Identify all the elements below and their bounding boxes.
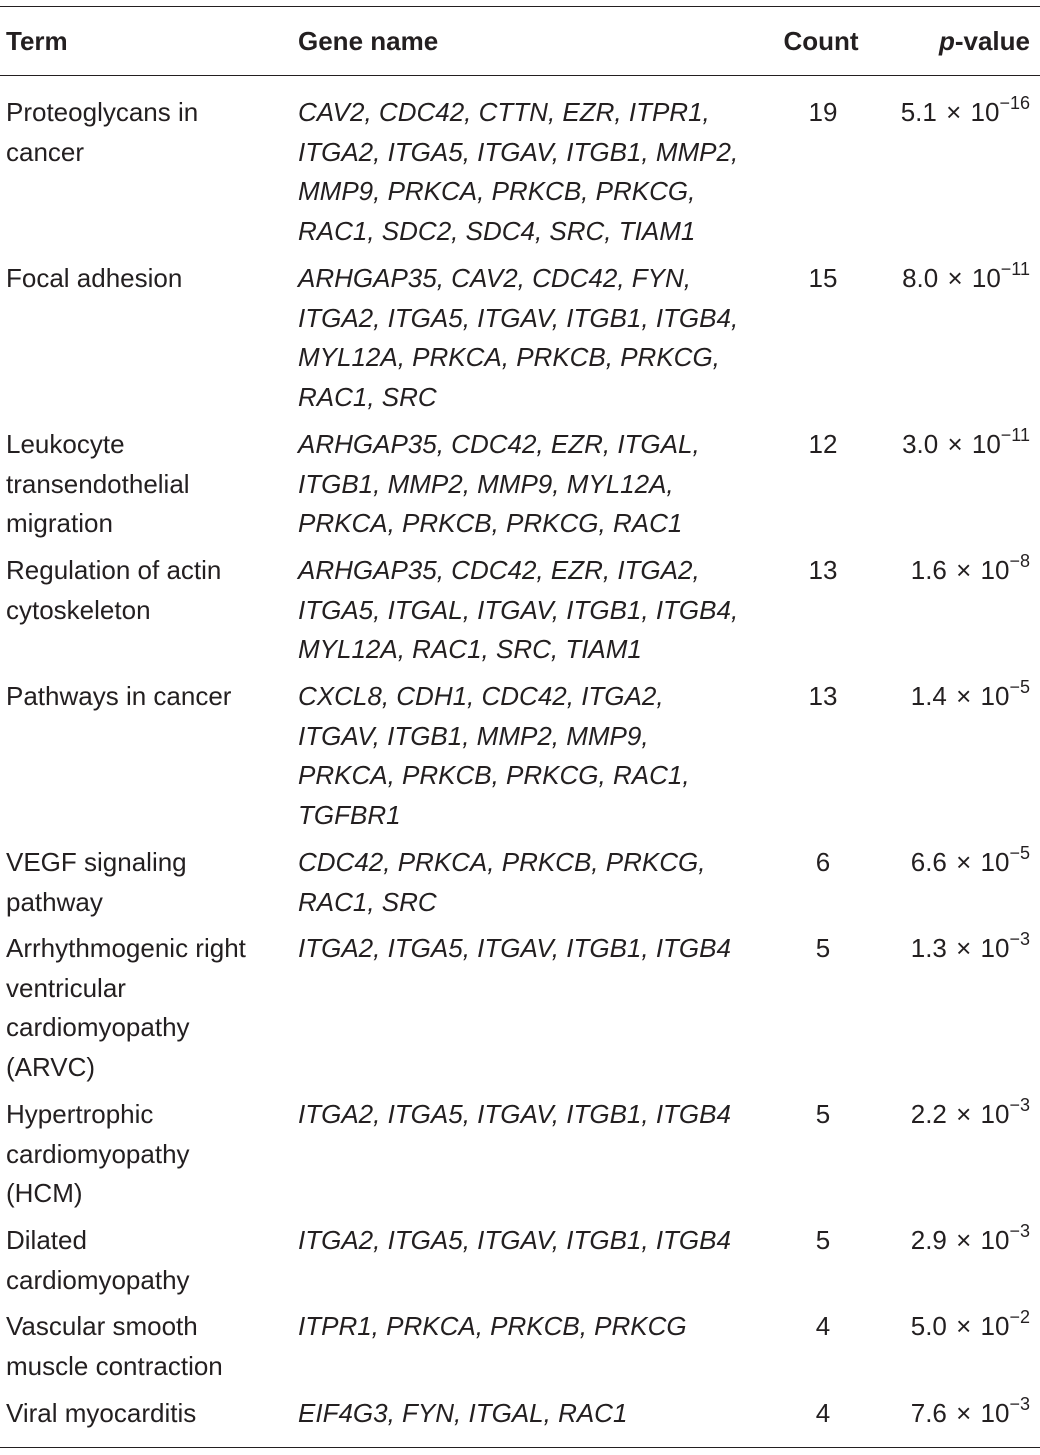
p-mantissa: 6.6 xyxy=(910,847,947,877)
p-value-cell xyxy=(866,425,1030,465)
header-p-rest: -value xyxy=(954,26,1030,56)
count-cell: 15 xyxy=(808,263,838,293)
term-cell xyxy=(6,929,281,1087)
p-base: 10 xyxy=(970,97,1000,127)
term-line: transendothelial xyxy=(6,468,190,499)
p-value-cell xyxy=(866,93,1030,133)
term-line: Pathways in cancer xyxy=(6,681,232,711)
header-rule xyxy=(0,75,1040,76)
gene-cell xyxy=(298,843,773,922)
count-cell: 13 xyxy=(808,555,838,585)
gene-line: RAC1, SRC xyxy=(298,886,437,917)
gene-line: RAC1, SDC2, SDC4, SRC, TIAM1 xyxy=(298,215,696,246)
p-times: × xyxy=(956,933,972,963)
p-times: × xyxy=(946,97,962,127)
p-value-cell xyxy=(866,1221,1030,1261)
term-line: Proteoglycans in xyxy=(6,97,199,127)
gene-cell xyxy=(298,1221,773,1261)
term-cell xyxy=(6,1307,281,1386)
p-base: 10 xyxy=(980,1225,1010,1255)
term-cell xyxy=(6,93,281,172)
term-line: pathway xyxy=(6,886,103,917)
gene-line: RAC1, SRC xyxy=(298,381,437,412)
gene-line: MYL12A, RAC1, SRC, TIAM1 xyxy=(298,634,642,664)
p-base: 10 xyxy=(980,555,1010,585)
p-mantissa: 1.3 xyxy=(910,933,947,963)
gene-cell xyxy=(298,551,773,670)
term-cell xyxy=(6,259,281,299)
term-cell xyxy=(6,843,281,922)
p-mantissa: 8.0 xyxy=(902,263,939,293)
p-times: × xyxy=(956,1398,972,1428)
p-value-cell xyxy=(866,843,1030,883)
term-line: cancer xyxy=(6,136,85,167)
gene-line: ITPR1, PRKCA, PRKCB, PRKCG xyxy=(298,1311,687,1341)
p-base: 10 xyxy=(980,1311,1010,1341)
term-line: VEGF signaling xyxy=(6,847,187,877)
gene-line: ITGA2, ITGA5, ITGAV, ITGB1, ITGB4 xyxy=(298,1225,731,1255)
gene-cell xyxy=(298,677,773,835)
p-base: 10 xyxy=(971,429,1001,459)
p-mantissa: 5.1 xyxy=(900,97,937,127)
p-exponent: −11 xyxy=(1000,425,1030,445)
gene-cell xyxy=(298,1095,773,1135)
term-line: cardiomyopathy xyxy=(6,1264,190,1295)
p-exponent: −3 xyxy=(1009,1221,1030,1241)
p-exponent: −11 xyxy=(1000,259,1030,279)
gene-line: CDC42, PRKCA, PRKCB, PRKCG, xyxy=(298,847,706,877)
header-count: Count xyxy=(783,26,859,56)
term-line: cardiomyopathy xyxy=(6,1138,190,1169)
gene-line: ITGAV, ITGB1, MMP2, MMP9, xyxy=(298,720,649,751)
count-cell: 19 xyxy=(808,97,838,127)
p-mantissa: 1.6 xyxy=(910,555,947,585)
term-cell xyxy=(6,425,281,544)
header-p-value xyxy=(866,22,1030,62)
p-times: × xyxy=(947,263,963,293)
term-cell xyxy=(6,1394,281,1434)
term-line: Focal adhesion xyxy=(6,263,183,293)
term-line: Regulation of actin xyxy=(6,555,222,585)
p-value-cell xyxy=(866,929,1030,969)
p-times: × xyxy=(956,1099,972,1129)
p-value-cell xyxy=(866,551,1030,591)
gene-line: ITGA2, ITGA5, ITGAV, ITGB1, ITGB4, xyxy=(298,302,739,333)
count-cell: 5 xyxy=(815,1225,831,1255)
p-base: 10 xyxy=(980,847,1010,877)
term-cell xyxy=(6,1221,281,1300)
term-line: muscle contraction xyxy=(6,1350,223,1381)
gene-line: ITGA5, ITGAL, ITGAV, ITGB1, ITGB4, xyxy=(298,594,739,625)
bottom-rule xyxy=(0,1447,1040,1448)
p-mantissa: 2.2 xyxy=(910,1099,947,1129)
gene-line: MYL12A, PRKCA, PRKCB, PRKCG, xyxy=(298,342,720,372)
p-times: × xyxy=(947,429,963,459)
term-line: ventricular xyxy=(6,972,126,1003)
p-mantissa: 1.4 xyxy=(910,681,947,711)
gene-line: PRKCA, PRKCB, PRKCG, RAC1, xyxy=(298,760,690,790)
p-times: × xyxy=(956,555,972,585)
p-exponent: −3 xyxy=(1009,1095,1030,1115)
p-exponent: −2 xyxy=(1009,1307,1030,1327)
gene-cell xyxy=(298,93,773,251)
header-term: Term xyxy=(6,26,68,56)
p-base: 10 xyxy=(980,1099,1010,1129)
gene-cell xyxy=(298,259,773,417)
p-exponent: −3 xyxy=(1009,929,1030,949)
gene-line: ITGA2, ITGA5, ITGAV, ITGB1, MMP2, xyxy=(298,136,739,167)
count-cell: 4 xyxy=(815,1398,831,1428)
term-cell xyxy=(6,1095,281,1214)
header-gene-name: Gene name xyxy=(298,26,439,56)
p-exponent: −8 xyxy=(1009,551,1030,571)
p-times: × xyxy=(956,847,972,877)
term-line: cytoskeleton xyxy=(6,594,151,625)
count-cell: 4 xyxy=(815,1311,831,1341)
p-base: 10 xyxy=(980,933,1010,963)
p-base: 10 xyxy=(980,681,1010,711)
gene-line: ITGB1, MMP2, MMP9, MYL12A, xyxy=(298,468,674,499)
p-exponent: −3 xyxy=(1009,1394,1030,1414)
gene-line: ARHGAP35, CAV2, CDC42, FYN, xyxy=(298,263,692,293)
count-cell: 6 xyxy=(815,847,831,877)
p-exponent: −5 xyxy=(1009,843,1030,863)
term-line: cardiomyopathy xyxy=(6,1012,190,1042)
term-line: Viral myocarditis xyxy=(6,1398,197,1428)
term-line: Dilated xyxy=(6,1225,87,1255)
p-base: 10 xyxy=(980,1398,1010,1428)
gene-line: ARHGAP35, CDC42, EZR, ITGAL, xyxy=(298,429,700,459)
term-line: migration xyxy=(6,508,113,538)
term-line: Leukocyte xyxy=(6,429,125,459)
p-value-cell xyxy=(866,1394,1030,1434)
gene-cell xyxy=(298,425,773,544)
count-cell: 12 xyxy=(808,429,838,459)
count-cell: 5 xyxy=(815,1099,831,1129)
term-line: (ARVC) xyxy=(6,1051,96,1082)
gene-line: TGFBR1 xyxy=(298,799,401,830)
gene-line: PRKCA, PRKCB, PRKCG, RAC1 xyxy=(298,508,683,538)
gene-cell xyxy=(298,1307,773,1347)
gene-line: CXCL8, CDH1, CDC42, ITGA2, xyxy=(298,681,664,711)
gene-cell xyxy=(298,1394,773,1434)
p-mantissa: 7.6 xyxy=(910,1398,947,1428)
gene-line: ITGA2, ITGA5, ITGAV, ITGB1, ITGB4 xyxy=(298,1099,731,1129)
count-cell: 5 xyxy=(815,933,831,963)
term-line: Arrhythmogenic right xyxy=(6,933,246,963)
gene-line: ARHGAP35, CDC42, EZR, ITGA2, xyxy=(298,555,700,585)
term-cell xyxy=(6,551,281,630)
gene-cell xyxy=(298,929,773,969)
p-base: 10 xyxy=(971,263,1001,293)
gene-line: ITGA2, ITGA5, ITGAV, ITGB1, ITGB4 xyxy=(298,933,731,963)
p-times: × xyxy=(956,1311,972,1341)
count-cell: 13 xyxy=(808,681,838,711)
gene-line: CAV2, CDC42, CTTN, EZR, ITPR1, xyxy=(298,97,710,127)
gene-line: MMP9, PRKCA, PRKCB, PRKCG, xyxy=(298,176,696,206)
term-cell xyxy=(6,677,281,717)
p-exponent: −16 xyxy=(999,93,1030,113)
p-mantissa: 5.0 xyxy=(910,1311,947,1341)
term-line: (HCM) xyxy=(6,1178,83,1208)
p-value-cell xyxy=(866,259,1030,299)
p-value-cell xyxy=(866,677,1030,717)
p-times: × xyxy=(956,1225,972,1255)
p-times: × xyxy=(956,681,972,711)
header-p-italic: p xyxy=(938,26,955,56)
p-value-cell xyxy=(866,1307,1030,1347)
top-rule xyxy=(0,6,1040,7)
gene-line: EIF4G3, FYN, ITGAL, RAC1 xyxy=(298,1398,628,1428)
p-value-cell xyxy=(866,1095,1030,1135)
term-line: Vascular smooth xyxy=(6,1311,198,1341)
p-mantissa: 3.0 xyxy=(902,429,939,459)
p-mantissa: 2.9 xyxy=(910,1225,947,1255)
p-exponent: −5 xyxy=(1009,677,1030,697)
term-line: Hypertrophic xyxy=(6,1099,154,1129)
